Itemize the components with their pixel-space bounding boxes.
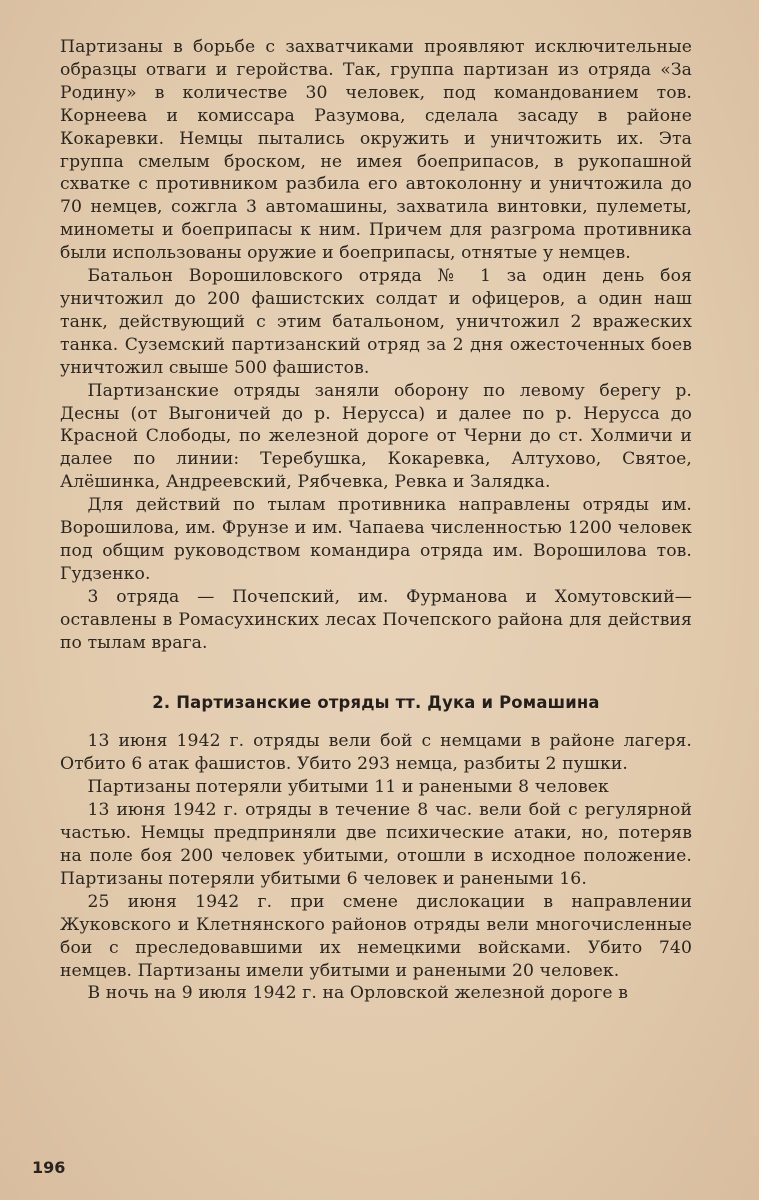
paragraph: 25 июня 1942 г. при смене дислокации в направлении Жуковского и Клетнянского районов отряды вели многочисленные бои с преследовавшими их немецкими войсками. Убито 740 немцев. Партизаны имели убитыми и ранеными 20 человек. bbox=[60, 891, 692, 981]
text-block-top bbox=[60, 36, 692, 654]
paragraph: Для действий по тылам противника направлены отряды им. Ворошилова, им. Фрунзе и им. Чапаева численностью 1200 человек под общим руководством командира отряда им. Ворошилова тов. Гудзенко. bbox=[60, 495, 692, 584]
text-block-bottom bbox=[60, 730, 692, 1005]
paragraph: Партизаны потеряли убитыми 11 и ранеными 8 человек bbox=[87, 777, 609, 798]
paragraph: 3 отряда — Почепский, им. Фурманова и Хомутовский— оставлены в Ромасухинских лесах Почепского района для действия по тылам врага. bbox=[60, 586, 692, 653]
paragraph: 13 июня 1942 г. отряды вели бой с немцами в районе лагеря. Отбито 6 атак фашистов. Убито 293 немца, разбиты 2 пушки. bbox=[60, 731, 692, 775]
paragraph: Партизаны в борьбе с захватчиками проявляют исключительные образцы отваги и геройства. Так, группа партизан из отряда «За Родину» в количестве 30 человек, под командованием тов. Корнеева и комиссара Разумова, сделала засаду в районе Кокаревки. Немцы пытались окружить и уничтожить их. Эта группа смелым броском, не имея боеприпасов, в рукопашной схватке с противником разбила его автоколонну и уничтожила до 70 немцев, сожгла 3 автомашины, захватила винтовки, пулеметы, минометы и боеприпасы к ним. Причем для разгрома противника были использованы оружие и боеприпасы, отнятые у немцев. bbox=[60, 37, 692, 264]
section-heading: 2. Партизанские отряды тт. Дука и Ромашина bbox=[152, 693, 600, 713]
page-number: 196 bbox=[32, 1158, 66, 1177]
paragraph: В ночь на 9 июля 1942 г. на Орловской железной дороге в bbox=[87, 983, 629, 1004]
paragraph: Партизанские отряды заняли оборону по левому берегу р. Десны (от Выгоничей до р. Нерусса) и далее по р. Нерусса до Красной Слободы, по железной дороге от Черни до ст. Холмичи и далее по линии: Теребушка, Кокаревка, Алтухово, Святое, Алёшинка, Андреевский, Рябчевка, Ревка и Залядка. bbox=[60, 380, 692, 493]
paragraph: 13 июня 1942 г. отряды в течение 8 час. вели бой с регулярной частью. Немцы предприняли две психические атаки, но, потеряв на поле боя 200 человек убитыми, отошли в исходное положение. Партизаны потеряли убитыми 6 человек и ранеными 16. bbox=[60, 800, 692, 889]
book-page bbox=[60, 36, 692, 1005]
paragraph: Батальон Ворошиловского отряда № 1 за один день боя уничтожил до 200 фашистских солдат и офицеров, а один наш танк, действующий с этим батальоном, уничтожил 2 вражеских танка. Суземский партизанский отряд за 2 дня ожесточенных боев уничтожил свыше 500 фашистов. bbox=[60, 266, 692, 378]
